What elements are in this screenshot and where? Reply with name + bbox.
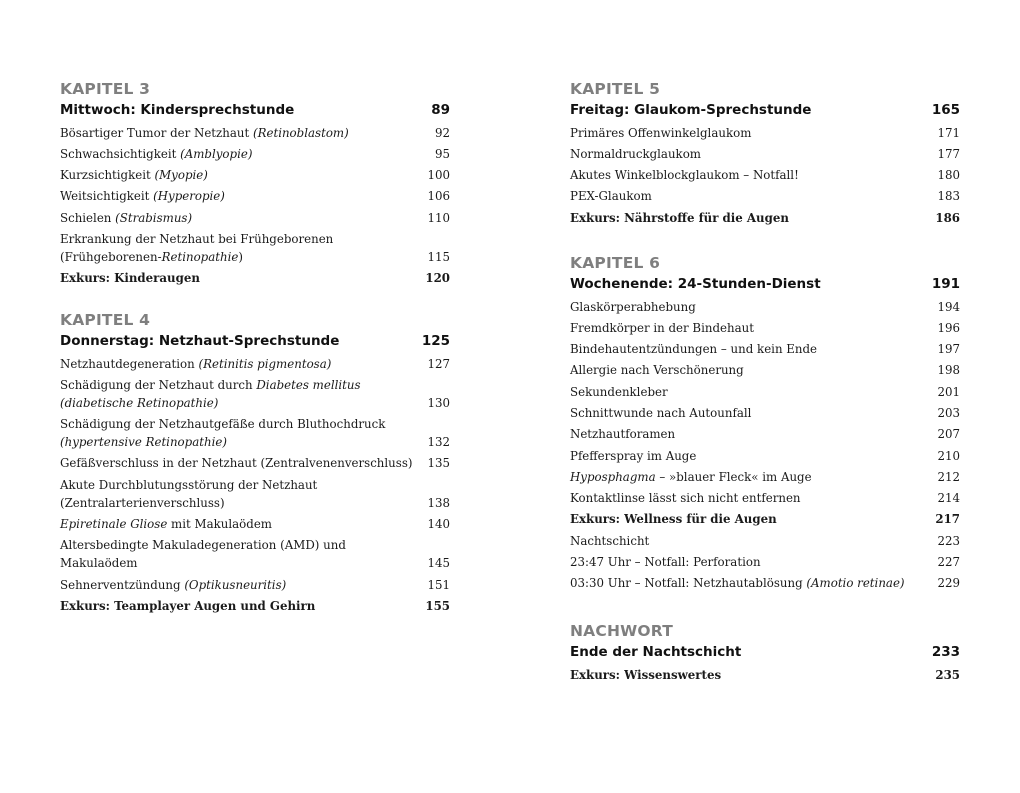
entry-title-text: Exkurs: Wellness für die Augen [570, 512, 777, 527]
toc-entry[interactable] [570, 530, 960, 551]
entry-title-text: Schwachsichtigkeit [60, 146, 181, 161]
entry-title-italic: (Retinoblastom) [252, 125, 349, 140]
entry-title [570, 383, 937, 401]
entry-title-italic: Epiretinale Gliose [60, 516, 168, 531]
entry-title [60, 536, 427, 572]
entry-title-italic: Diabetes mellitus [256, 377, 361, 392]
entry-page: 155 [425, 598, 450, 613]
entry-page: 227 [937, 555, 960, 570]
entry-title-text: Schädigung der Netzhaut durch [60, 377, 257, 392]
entry-title-text: 03:30 Uhr – Notfall: Netzhautablösung [570, 576, 807, 591]
entry-page: 212 [937, 469, 960, 484]
entry-title [570, 145, 937, 163]
toc-entry[interactable] [570, 360, 960, 381]
entry-page: 92 [434, 125, 450, 140]
chapter-heading[interactable] [570, 641, 960, 664]
entry-title-italic: (Hyperopie) [153, 189, 225, 204]
entry-title [60, 166, 427, 184]
entry-title-text: (Zentralarterienverschluss) [60, 495, 225, 510]
entry-page: 223 [937, 533, 960, 548]
toc-section [570, 621, 960, 685]
entry-title [60, 230, 427, 266]
entry-title [570, 404, 937, 422]
toc-entry[interactable] [570, 424, 960, 445]
entry-page: 177 [937, 146, 960, 161]
toc-entry[interactable] [570, 186, 960, 207]
entry-title [570, 124, 937, 142]
entry-title-text: ) [238, 249, 243, 264]
entry-title [570, 532, 937, 550]
entry-page: 127 [427, 356, 450, 371]
toc-entry[interactable] [60, 186, 450, 207]
chapter-page: 165 [931, 102, 960, 118]
entry-title [570, 666, 935, 684]
entry-title [570, 166, 937, 184]
entry-title [60, 209, 427, 227]
entry-title [60, 597, 425, 615]
chapter-label: KAPITEL 3 [60, 80, 151, 98]
excursus-entry[interactable] [60, 268, 450, 289]
entry-page: 132 [427, 435, 450, 450]
entry-title-text: Exkurs: Wissenswertes [570, 667, 722, 682]
entry-title [570, 319, 937, 337]
entry-page: 201 [937, 384, 960, 399]
entry-title-text: Altersbedingte Makuladegeneration (AMD) und Makulaödem [60, 538, 346, 571]
chapter-page: 125 [421, 333, 450, 349]
entry-title [60, 187, 427, 205]
entry-title-italic: (diabetische Retinopathie) [60, 395, 219, 410]
entry-page: 120 [425, 271, 450, 286]
entry-title-text: Weitsichtigkeit [60, 189, 154, 204]
chapter-title: Wochenende: 24-Stunden-Dienst [570, 276, 821, 292]
entry-title [60, 576, 427, 594]
toc-entry[interactable] [60, 143, 450, 164]
chapter-heading[interactable] [570, 99, 960, 122]
toc-entry[interactable] [570, 296, 960, 317]
entry-title-text: Pfefferspray im Auge [570, 448, 697, 463]
entry-title-text: Exkurs: Kinderaugen [60, 271, 200, 286]
toc-entry[interactable] [570, 143, 960, 164]
toc-entry[interactable] [60, 207, 450, 228]
chapter-label: NACHWORT [570, 622, 674, 640]
entry-page: 183 [937, 189, 960, 204]
entry-page: 207 [937, 427, 960, 442]
entry-title-italic: (Retinitis pigmentosa) [198, 356, 332, 371]
entry-title-text: Akutes Winkelblockglaukom – Notfall! [570, 168, 799, 183]
entry-page: 138 [427, 495, 450, 510]
chapter-title: Mittwoch: Kindersprechstunde [60, 102, 295, 118]
entry-title [570, 489, 937, 507]
entry-title-text: Primäres Offenwinkelglaukom [570, 125, 752, 140]
entry-title-text: Bindehautentzündungen – und kein Ende [570, 342, 818, 357]
entry-title-text: Netzhautforamen [570, 427, 676, 442]
entry-page: 217 [935, 512, 960, 527]
entry-page: 203 [937, 405, 960, 420]
entry-title [570, 361, 937, 379]
excursus-entry[interactable] [570, 207, 960, 228]
entry-title [570, 209, 935, 227]
toc-entry[interactable] [60, 353, 450, 374]
entry-title-text: Netzhautdegeneration [60, 356, 199, 371]
excursus-entry[interactable] [570, 664, 960, 685]
entry-page: 115 [427, 249, 450, 264]
entry-page: 171 [937, 125, 960, 140]
chapter-heading[interactable] [60, 99, 450, 122]
toc-section [60, 79, 450, 289]
entry-page: 229 [937, 576, 960, 591]
toc-entry[interactable] [570, 466, 960, 487]
toc-entry[interactable] [60, 228, 450, 267]
entry-title [570, 298, 937, 316]
toc-entry[interactable] [570, 339, 960, 360]
entry-page: 135 [427, 456, 450, 471]
entry-title-text: Akute Durchblutungsstörung der Netzhaut [60, 477, 318, 492]
toc-entry[interactable] [60, 165, 450, 186]
toc-entry[interactable] [570, 381, 960, 402]
entry-page: 140 [427, 516, 450, 531]
toc-section [60, 310, 450, 617]
entry-title-text: mit Makulaödem [167, 516, 272, 531]
toc-entry[interactable] [60, 474, 450, 513]
toc-entry[interactable] [60, 535, 450, 574]
toc-section [570, 253, 960, 594]
entry-page: 145 [427, 556, 450, 571]
entry-title [60, 355, 427, 373]
entry-title [60, 515, 427, 533]
entry-title-text: Schädigung der Netzhautgefäße durch Bluthochdruck [60, 417, 386, 432]
entry-page: 100 [427, 168, 450, 183]
entry-page: 180 [937, 168, 960, 183]
entry-title [60, 124, 435, 142]
entry-page: 197 [937, 342, 960, 357]
entry-page: 95 [434, 146, 450, 161]
entry-title-text: Schnittwunde nach Autounfall [570, 405, 752, 420]
toc-entry[interactable] [60, 574, 450, 595]
entry-title-text: Kurzsichtigkeit [60, 168, 155, 183]
entry-title [60, 145, 435, 163]
chapter-title: Donnerstag: Netzhaut-Sprechstunde [60, 333, 340, 349]
entry-title [570, 574, 937, 592]
chapter-heading[interactable] [570, 273, 960, 296]
entry-page: 210 [937, 448, 960, 463]
toc-entry[interactable] [570, 122, 960, 143]
entry-title-text: PEX-Glaukom [570, 189, 652, 204]
toc-entry[interactable] [60, 453, 450, 474]
entry-title-text: Bösartiger Tumor der Netzhaut [60, 125, 253, 140]
entry-title [570, 468, 937, 486]
toc-entry[interactable] [570, 552, 960, 573]
entry-page: 235 [935, 667, 960, 682]
toc-entry[interactable] [570, 573, 960, 594]
chapter-label: KAPITEL 5 [570, 80, 661, 98]
entry-page: 196 [937, 320, 960, 335]
entry-title-italic: (Amblyopie) [180, 146, 253, 161]
entry-title-italic: Retinopathie [161, 249, 239, 264]
entry-title-text: Erkrankung der Netzhaut bei Frühgeborenen [60, 231, 334, 246]
chapter-page: 233 [931, 644, 960, 660]
entry-title [60, 454, 427, 472]
entry-title-text: Nachtschicht [570, 533, 650, 548]
entry-title-italic: (Myopie) [154, 168, 208, 183]
entry-page: 110 [427, 210, 450, 225]
entry-title-text: Exkurs: Teamplayer Augen und Gehirn [60, 598, 316, 613]
entry-title-text: Gefäßverschluss in der Netzhaut (Zentralvenenverschluss) [60, 456, 413, 471]
toc-entry[interactable] [570, 317, 960, 338]
entry-title-text: Glaskörperabhebung [570, 299, 696, 314]
entry-title-text: Allergie nach Verschönerung [570, 363, 744, 378]
entry-title-italic: (Amotio retinae) [806, 576, 905, 591]
toc-entry[interactable] [570, 402, 960, 423]
toc-entry[interactable] [570, 165, 960, 186]
entry-title-text: 23:47 Uhr – Notfall: Perforation [570, 555, 761, 570]
chapter-page: 191 [931, 276, 960, 292]
entry-title-italic: (Strabismus) [115, 210, 193, 225]
entry-title-text: Normaldruckglaukom [570, 146, 701, 161]
entry-page: 194 [937, 299, 960, 314]
entry-title-italic: (Optikusneuritis) [184, 577, 287, 592]
chapter-title: Freitag: Glaukom-Sprechstunde [570, 102, 812, 118]
entry-title-text: – »blauer Fleck« im Auge [655, 469, 812, 484]
entry-title [60, 415, 427, 451]
toc-entry[interactable] [570, 445, 960, 466]
entry-page: 186 [935, 210, 960, 225]
entry-title-text: Sekundenkleber [570, 384, 668, 399]
chapter-label: KAPITEL 6 [570, 254, 661, 272]
entry-title-text: Fremdkörper in der Bindehaut [570, 320, 754, 335]
entry-page: 130 [427, 395, 450, 410]
entry-title [60, 269, 425, 287]
chapter-heading[interactable] [60, 330, 450, 353]
entry-title-text: Sehnerventzündung [60, 577, 185, 592]
entry-title [60, 476, 427, 512]
entry-title-text: Exkurs: Nährstoffe für die Augen [570, 210, 789, 225]
entry-title [570, 425, 937, 443]
entry-page: 198 [937, 363, 960, 378]
toc-section [570, 79, 960, 228]
entry-title [570, 510, 935, 528]
entry-title-italic: Hyposphagma [570, 469, 656, 484]
toc-entry[interactable] [570, 488, 960, 509]
toc-entry[interactable] [60, 513, 450, 534]
entry-title-text: (Frühgeborenen- [60, 249, 162, 264]
entry-title [570, 553, 937, 571]
chapter-title: Ende der Nachtschicht [570, 644, 742, 660]
entry-page: 106 [427, 189, 450, 204]
entry-title-text: Kontaktlinse lässt sich nicht entfernen [570, 491, 801, 506]
excursus-entry[interactable] [570, 509, 960, 530]
entry-title [570, 447, 937, 465]
excursus-entry[interactable] [60, 595, 450, 616]
entry-title [570, 340, 937, 358]
entry-page: 151 [427, 577, 450, 592]
entry-page: 214 [937, 491, 960, 506]
toc-entry[interactable] [60, 374, 450, 413]
chapter-page: 89 [431, 102, 450, 118]
entry-title [570, 187, 937, 205]
entry-title-italic: (hypertensive Retinopathie) [60, 435, 227, 450]
chapter-label: KAPITEL 4 [60, 311, 151, 329]
entry-title [60, 376, 427, 412]
toc-entry[interactable] [60, 414, 450, 453]
toc-entry[interactable] [60, 122, 450, 143]
entry-title-text: Schielen [60, 210, 116, 225]
